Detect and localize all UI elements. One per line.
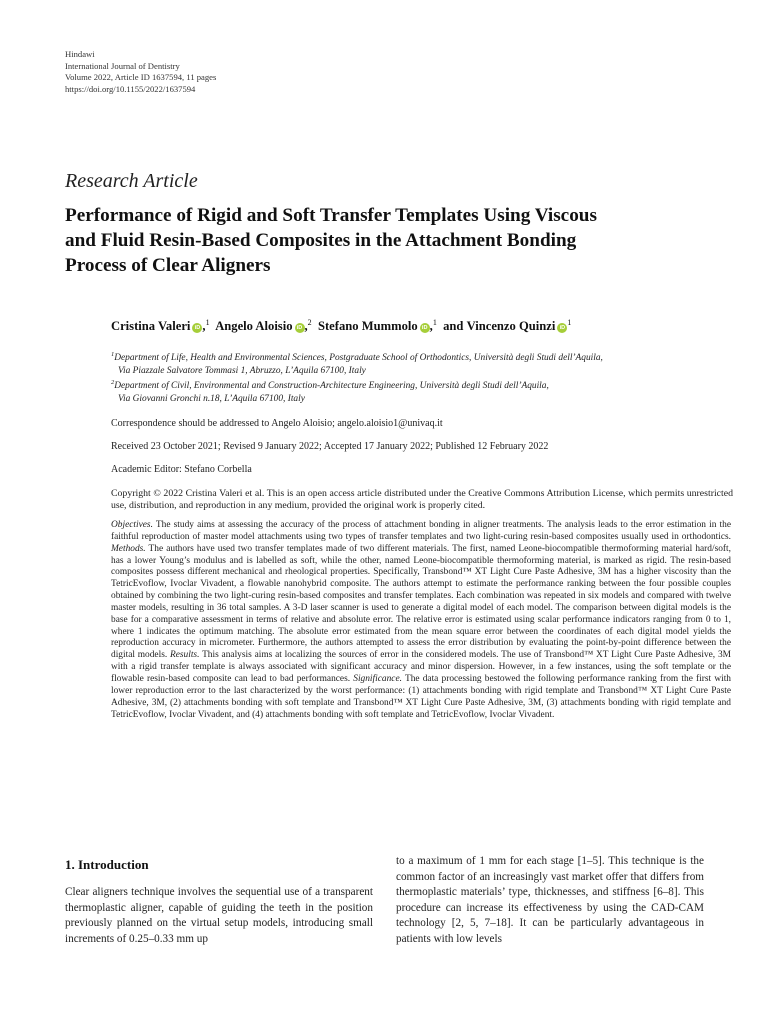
abstract-significance-label: Significance.	[353, 673, 402, 684]
orcid-icon[interactable]: iD	[557, 323, 567, 333]
copyright-notice: Copyright © 2022 Cristina Valeri et al. This is an open access article distributed under the Creative Commons Attribution License, which permits unrestricted use, distribution, and reproduction in any medium, provided the original work is properly cited.	[111, 488, 733, 512]
academic-editor: Academic Editor: Stefano Corbella	[111, 464, 252, 475]
affiliation-marker: 2	[307, 318, 312, 327]
section-heading: 1. Introduction	[65, 857, 149, 872]
intro-left-column: Clear aligners technique involves the sequential use of a transparent thermoplastic aligner, capable of guiding the teeth in the position previously planned on the virtual setup models, introducing small increments of 0.25–0.33 mm up	[65, 886, 373, 945]
author-separator: ,	[202, 319, 206, 333]
volume-info: Volume 2022, Article ID 1637594, 11 pages	[65, 72, 217, 83]
orcid-icon[interactable]: iD	[192, 323, 202, 333]
author-name: Stefano Mummolo	[317, 319, 418, 333]
author-list	[111, 318, 571, 334]
affiliation-line: Via Giovanni Gronchi n.18, L’Aquila 67100, Italy	[118, 394, 305, 405]
orcid-icon[interactable]: iD	[295, 323, 305, 333]
affiliation-2	[111, 376, 549, 407]
abstract-objectives: The study aims at assessing the accuracy of the process of attachment bonding in aligner treatments. The analysis leads to the error estimation in the faithful reproduction of master model attachments using two types of transfer templates and two light-curing resin-based composites usually used in orthodontics.	[111, 520, 731, 542]
journal-name: International Journal of Dentistry	[65, 60, 180, 71]
article-type: Research Article	[65, 170, 198, 192]
orcid-icon[interactable]: iD	[420, 323, 430, 333]
abstract-methods-label: Methods.	[111, 543, 146, 554]
correspondence: Correspondence should be addressed to Angelo Aloisio; angelo.aloisio1@univaq.it	[111, 418, 443, 429]
affiliation-number: 2	[111, 379, 115, 386]
paper-title	[65, 203, 725, 278]
author-name: Angelo Aloisio	[215, 319, 293, 333]
author-name: Cristina Valeri	[111, 319, 191, 333]
title-line: Performance of Rigid and Soft Transfer Templates Using Viscous	[65, 205, 597, 226]
affiliation-line: Via Piazzale Salvatore Tommasi 1, Abruzzo, L’Aquila 67100, Italy	[118, 366, 366, 377]
affiliation-marker: 1	[567, 318, 572, 327]
journal-meta	[65, 49, 216, 95]
affiliation-line: Department of Civil, Environmental and Construction-Architecture Engineering, Università degli Studi dell’Aquila,	[114, 381, 549, 391]
abstract-significance: The data processing bestowed the following performance ranking from the first with lower reproduction error to the last characterized by the worst performance: (1) attachments bonding with rigid template and Transbond™ XT Light Cure Paste Adhesive, 3M, (2) attachments bonding with soft template and Transbond™ XT Light Cure Paste Adhesive, 3M, (3) attachments bonding with rigid template and TetricEvoflow, Ivoclar Vivadent, and (4) attachments bonding with soft template and TetricEvoflow, Ivoclar Vivadent.	[111, 673, 731, 720]
title-line: Process of Clear Aligners	[65, 255, 271, 276]
affiliation-1	[111, 348, 603, 379]
intro-right-column: to a maximum of 1 mm for each stage [1–5]. This technique is the common factor of an increasingly vast market offer that differs from thermoplastic materials’ type, thicknesses, and stiffness [6–8]. This procedure can increase its effectiveness by using the CAD-CAM technology [2, 5, 7–18]. It can be particularly advantageous in patients with low levels	[396, 855, 704, 945]
doi-link[interactable]: https://doi.org/10.1155/2022/1637594	[65, 83, 196, 94]
author-name: Vincenzo Quinzi	[466, 319, 556, 333]
author-conjunction: and	[443, 319, 464, 333]
author-separator: ,	[429, 319, 433, 333]
publication-dates: Received 23 October 2021; Revised 9 January 2022; Accepted 17 January 2022; Published 12 February 2022	[111, 441, 549, 452]
author-separator: ,	[304, 319, 308, 333]
affiliation-marker: 1	[432, 318, 437, 327]
affiliation-line: Department of Life, Health and Environmental Sciences, Postgraduate School of Orthodontics, Università degli Studi dell’Aquila,	[114, 353, 603, 363]
abstract-results: This analysis aims at localizing the sources of error in the considered models. The use of Transbond™ XT Light Cure Paste Adhesive, 3M with a rigid transfer template is always associated with significant accuracy and minor dispersion. However, in a few instances, using the soft template or the flowable resin-based composite can lead to bad performances.	[111, 650, 731, 684]
abstract-methods: The authors have used two transfer templates made of two different materials. The first, named Leone-biocompatible thermoforming material hard/soft, has a lower Young’s modulus and is labelled as soft, while the other, named Leone-biocompatible thermoforming material, is marked as rigid. The resin-based composites possess different mechanical and rheological properties. Specifically, Transbond™ XT Light Cure Paste Adhesive, 3M has a higher viscosity than the TetricEvoflow, Ivoclar Vivadent, a flowable nanohybrid composite. The authors attempt to estimate the performance ranking between the four possible couples obtained by combining the two light-curing resin-based composites and transfer templates. Each combination was repeated in six models and compared with twelve master models, resulting in 36 total samples. A 3-D laser scanner is used to generate a digital model of each model. The comparison between digital models is the base for a comparative assessment in terms of relative and absolute error. The relative error is estimated using scalar performance indicators ranging from 0 to 1, where 1 indicates the optimum matching. The absolute error estimated from the mean square error between the coordinates of each digital model yields the reproduction accuracy in micrometer. Furthermore, the authors attempted to assess the error distribution by evaluating the point-by-point difference between the digital models.	[111, 543, 731, 661]
abstract-results-label: Results.	[170, 650, 200, 661]
abstract-objectives-label: Objectives.	[111, 520, 153, 530]
affiliation-number: 1	[111, 351, 115, 358]
publisher-name: Hindawi	[65, 49, 95, 59]
abstract	[111, 520, 731, 721]
affiliation-marker: 1	[205, 318, 210, 327]
title-line: and Fluid Resin-Based Composites in the Attachment Bonding	[65, 230, 577, 251]
